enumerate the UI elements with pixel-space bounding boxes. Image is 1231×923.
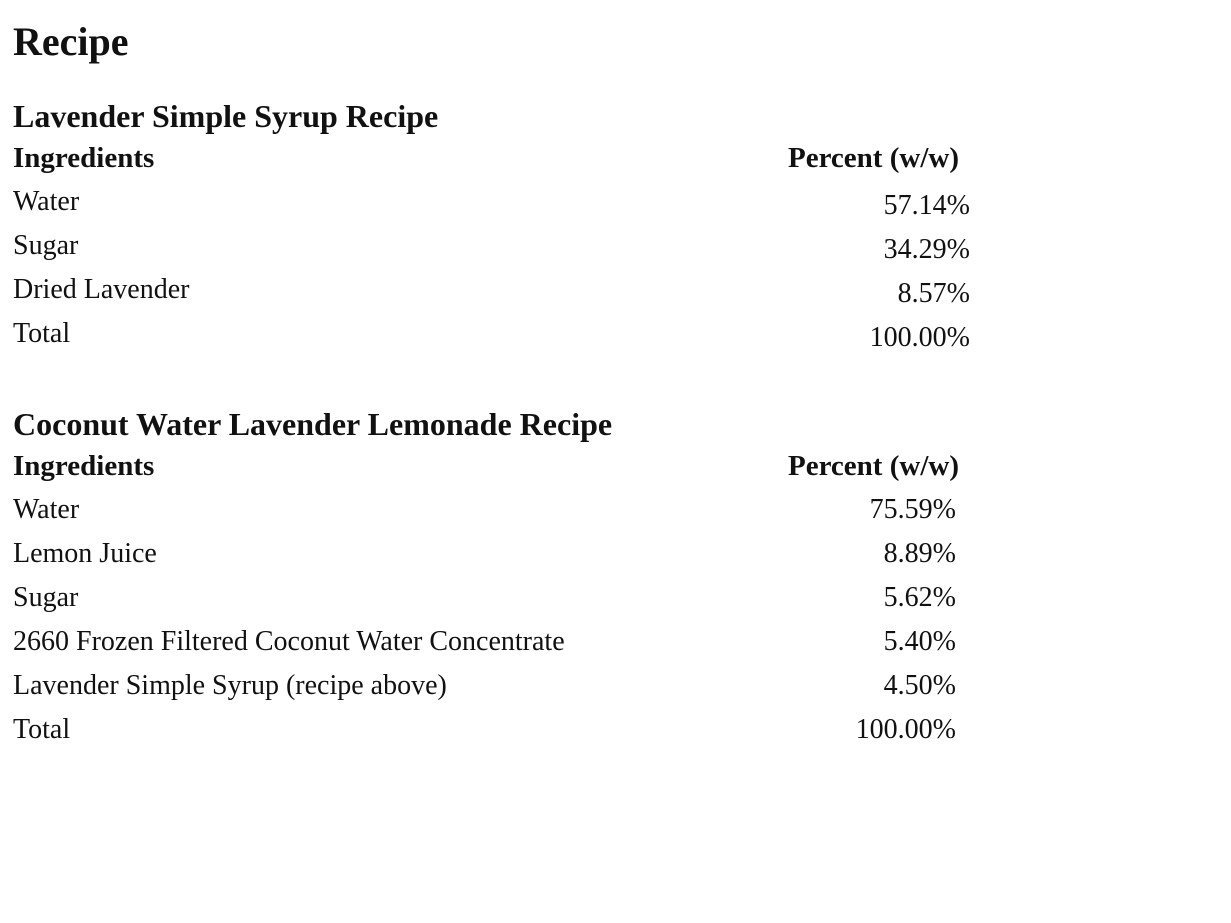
ingredient-row xyxy=(0,580,1231,624)
recipe-title: Lavender Simple Syrup Recipe xyxy=(13,98,439,134)
total-percent: 100.00% xyxy=(869,322,970,353)
ingredient-percent: 75.59% xyxy=(869,494,956,525)
ingredient-name: Sugar xyxy=(13,582,79,613)
ingredient-name: Water xyxy=(13,494,80,525)
column-header-ingredients: Ingredients xyxy=(13,142,155,174)
ingredient-percent: 4.50% xyxy=(883,670,956,701)
document-title: Recipe xyxy=(13,19,129,64)
total-row xyxy=(0,712,1231,756)
total-label: Total xyxy=(13,318,71,349)
total-percent: 100.00% xyxy=(855,714,956,745)
ingredient-name: Water xyxy=(13,186,80,217)
ingredient-name: Dried Lavender xyxy=(13,274,190,305)
ingredient-list xyxy=(0,184,1231,360)
ingredient-list xyxy=(0,492,1231,756)
ingredient-percent: 5.40% xyxy=(883,626,956,657)
ingredient-percent: 57.14% xyxy=(883,190,970,221)
ingredient-row xyxy=(0,492,1231,536)
total-label: Total xyxy=(13,714,71,745)
ingredient-percent: 8.57% xyxy=(897,278,970,309)
column-header-percent: Percent (w/w) xyxy=(788,450,959,482)
ingredient-name: Lemon Juice xyxy=(13,538,157,569)
ingredient-percent: 34.29% xyxy=(883,234,970,265)
ingredient-name: 2660 Frozen Filtered Coconut Water Concentrate xyxy=(13,626,565,657)
ingredient-row xyxy=(0,272,1231,316)
ingredient-percent: 5.62% xyxy=(883,582,956,613)
ingredient-name: Lavender Simple Syrup (recipe above) xyxy=(13,670,447,701)
total-row xyxy=(0,316,1231,360)
ingredient-row xyxy=(0,624,1231,668)
ingredient-row xyxy=(0,228,1231,272)
ingredient-percent: 8.89% xyxy=(883,538,956,569)
recipe-title: Coconut Water Lavender Lemonade Recipe xyxy=(13,406,613,442)
ingredient-row xyxy=(0,184,1231,228)
ingredient-name: Sugar xyxy=(13,230,79,261)
ingredient-row xyxy=(0,668,1231,712)
column-header-percent: Percent (w/w) xyxy=(788,142,959,174)
ingredient-row xyxy=(0,536,1231,580)
column-header-ingredients: Ingredients xyxy=(13,450,155,482)
